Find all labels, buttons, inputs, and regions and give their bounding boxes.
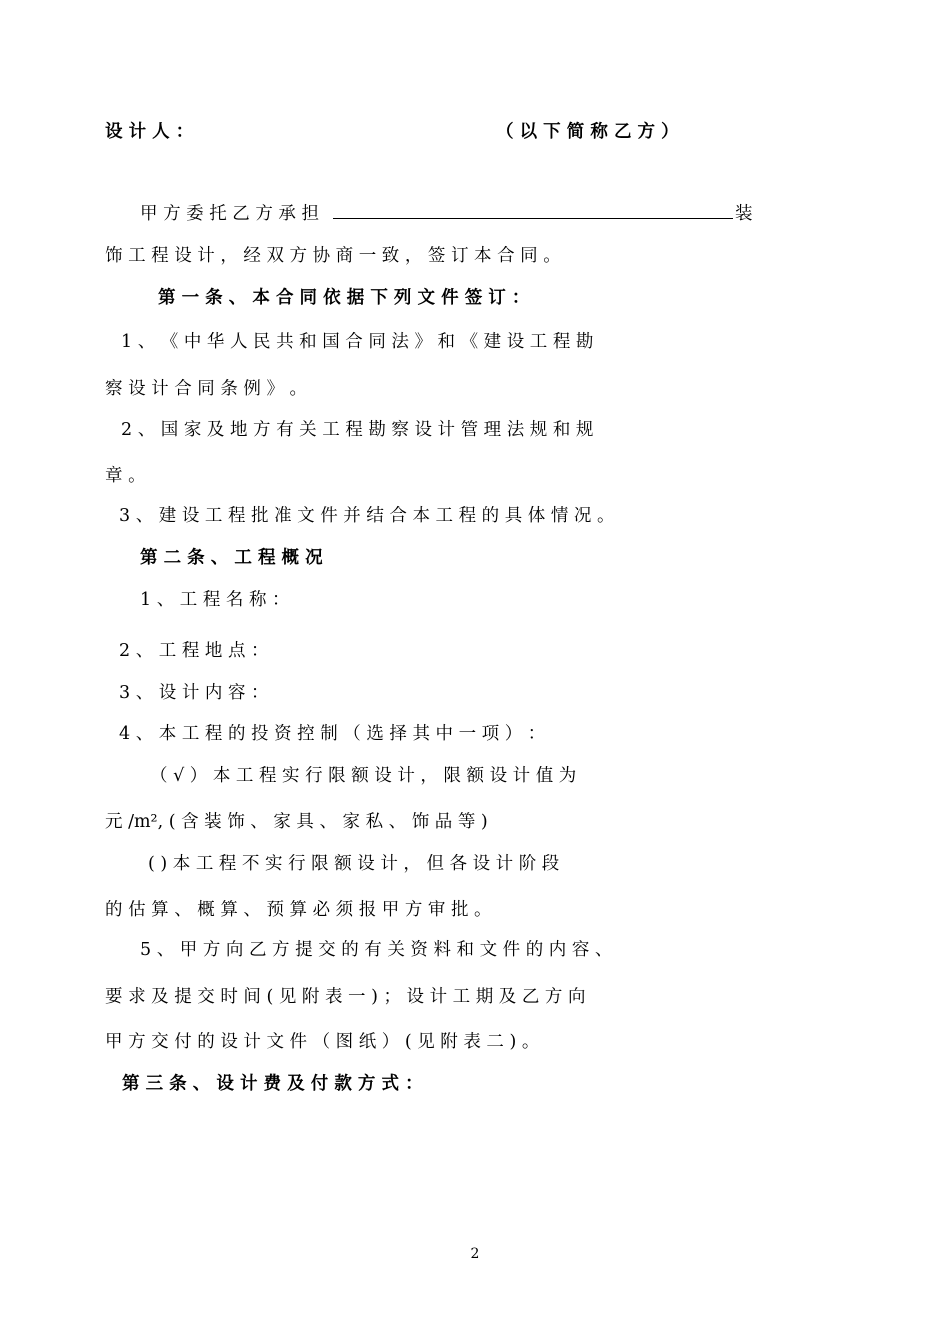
- option-1-line-cont: 元 /m², ( 含 装 饰 、 家 具 、 家 私 、 饰 品 等 ): [105, 812, 488, 832]
- page-number: 2: [470, 1246, 480, 1262]
- article-2-item-2: 2 、 工 程 地 点 ：: [119, 641, 269, 661]
- article-1-item-2-cont: 章 。: [105, 466, 146, 486]
- article-2-item-5-cont-2: 甲 方 交 付 的 设 计 文 件 （ 图 纸 ） ( 见 附 表 二 ) 。: [105, 1032, 540, 1052]
- article-2-item-5: 5 、 甲 方 向 乙 方 提 交 的 有 关 资 料 和 文 件 的 内 容 、: [140, 940, 613, 960]
- article-1-item-1: 1 、 《 中 华 人 民 共 和 国 合 同 法 》 和 《 建 设 工 程 勘: [121, 332, 594, 352]
- entrust-line: [140, 198, 752, 226]
- option-2-line: ( ) 本 工 程 不 实 行 限 额 设 计 ， 但 各 设 计 阶 段: [148, 854, 560, 874]
- article-1-item-2: 2 、 国 家 及 地 方 有 关 工 程 勘 察 设 计 管 理 法 规 和 规: [121, 420, 594, 440]
- option-2-line-cont: 的 估 算 、 概 算 、 预 算 必 须 报 甲 方 审 批 。: [105, 900, 492, 920]
- article-2-item-3: 3 、 设 计 内 容 ：: [119, 683, 269, 703]
- entrust-line-2: 饰 工 程 设 计 ， 经 双 方 协 商 一 致 ， 签 订 本 合 同 。: [105, 246, 561, 266]
- entrust-text: 甲 方 委 托 乙 方 承 担: [140, 204, 319, 224]
- article-1-title: 第 一 条 、 本 合 同 依 据 下 列 文 件 签 订 ：: [158, 288, 530, 308]
- article-3-title: 第 三 条 、 设 计 费 及 付 款 方 式 ：: [122, 1074, 423, 1094]
- article-2-item-1: 1 、 工 程 名 称 ：: [140, 590, 290, 610]
- option-1-line: （ √ ） 本 工 程 实 行 限 额 设 计 ， 限 额 设 计 值 为: [150, 766, 577, 786]
- article-2-title: 第 二 条 、 工 程 概 况: [140, 548, 323, 568]
- article-1-item-3: 3 、 建 设 工 程 批 准 文 件 并 结 合 本 工 程 的 具 体 情 况 。: [119, 506, 615, 526]
- entrust-tail: 装: [734, 204, 753, 224]
- project-name-blank: [333, 198, 733, 219]
- designer-alias: （ 以 下 简 称 乙 方 ）: [496, 122, 679, 142]
- designer-label: 设 计 人 ：: [105, 122, 194, 142]
- article-2-item-5-cont: 要 求 及 提 交 时 间 ( 见 附 表 一 ) ； 设 计 工 期 及 乙 方 向: [105, 987, 586, 1007]
- article-2-item-4: 4 、 本 工 程 的 投 资 控 制 （ 选 择 其 中 一 项 ） ：: [119, 724, 546, 744]
- article-1-item-1-cont: 察 设 计 合 同 条 例 》 。: [105, 379, 308, 399]
